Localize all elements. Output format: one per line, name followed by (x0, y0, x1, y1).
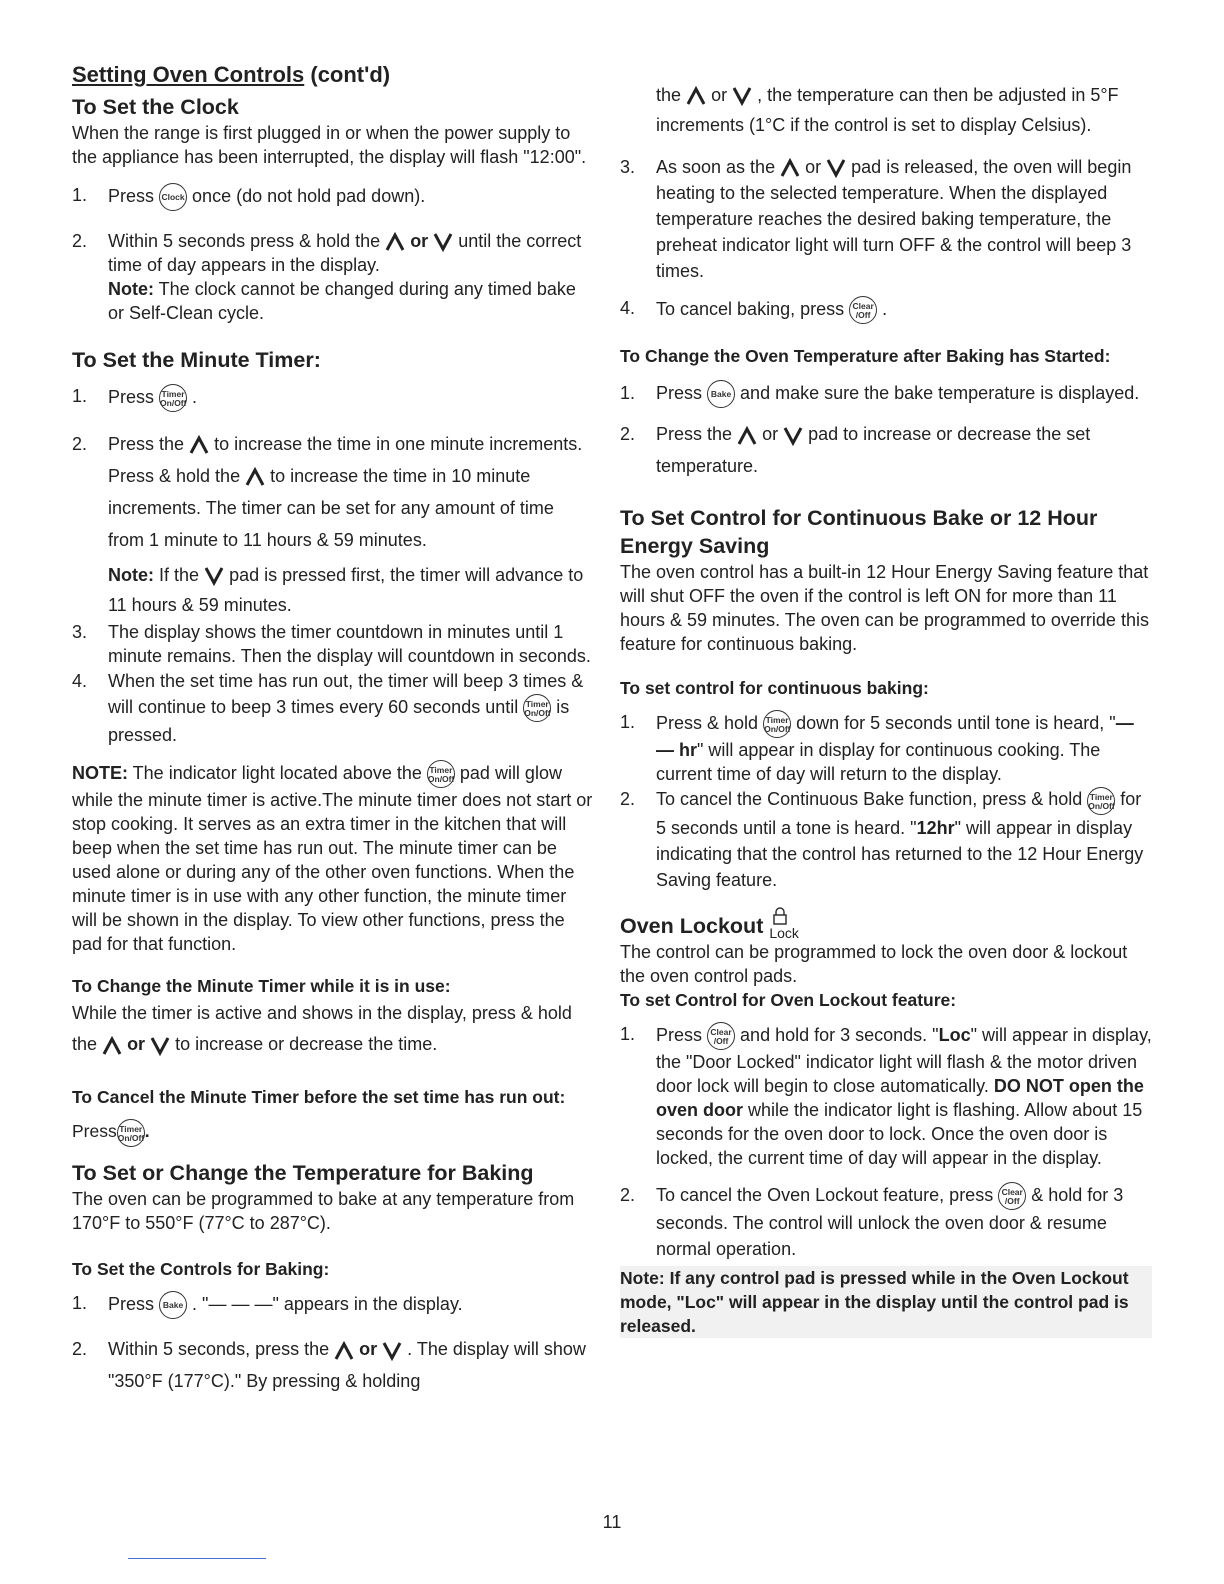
change-temp-step-2: 2. Press the or pad to increase or decrease the set temperature. (620, 424, 1091, 477)
clock-pad-icon: Clock (159, 183, 187, 211)
up-arrow-icon (102, 1036, 122, 1056)
clear-off-pad-icon: Clear /Off (998, 1182, 1026, 1210)
continuous-intro: The oven control has a built-in 12 Hour Energy Saving feature that will shut OFF the oven if the control is left ON for more than 11 hours & 59 minutes. The oven can be programmed to override this feature for continuous baking. (620, 562, 1149, 655)
lockout-step-1: 1. Press Clear /Off and hold for 3 seconds. "Loc" will appear in display, the "Door Locked" indicator light will flash & the motor driven door lock will begin to close automatically. DO NOT open the oven door while the indicator light is flashing. Allow about 15 seconds for the oven door to lock. Once the oven door is locked, the current time of day will appear in the display. (620, 1023, 1152, 1168)
bottom-rule (128, 1558, 266, 1559)
down-arrow-icon (150, 1036, 170, 1056)
clock-title: To Set the Clock (72, 95, 239, 119)
down-arrow-icon (433, 232, 453, 252)
change-timer-text: While the timer is active and shows in the display, press & hold the or to increase or decrease the time. (72, 1003, 572, 1055)
bake-step-1: 1. Press Bake . "— — —" appears in the display. (72, 1291, 594, 1319)
timer-pad-icon: Timer On/Off (117, 1119, 145, 1147)
change-temp-title: To Change the Oven Temperature after Baking has Started: (620, 346, 1111, 366)
change-temp-step-1: 1. Press Bake and make sure the bake temperature is displayed. (620, 378, 1152, 408)
timer-step-3: 3. The display shows the timer countdown in minutes until 1 minute remains. Then the display will countdown in seconds. (72, 622, 591, 666)
lockout-step-2: 2. To cancel the Oven Lockout feature, press Clear /Off & hold for 3 seconds. The control will unlock the oven door & resume normal operation. (620, 1182, 1152, 1262)
temp-title: To Set or Change the Temperature for Baking (72, 1161, 534, 1186)
lock-icon: Lock (769, 907, 791, 940)
up-arrow-icon (737, 426, 757, 446)
bake-step-2-cont: the or , the temperature can then be adjusted in 5°F increments (1°C if the control is set to display Celsius). (656, 85, 1119, 135)
timer-pad-icon: Timer On/Off (763, 710, 791, 738)
bake-step-2: 2. Within 5 seconds, press the or . The display will show "350°F (177°C)." By pressing & holding (72, 1339, 586, 1392)
continuous-title: To Set Control for Continuous Bake or 12 Hour Energy Saving (620, 506, 1098, 559)
up-arrow-icon (245, 467, 265, 487)
lockout-note: Note: If any control pad is pressed while in the Oven Lockout mode, "Loc" will appear in the display until the control pad is released. (620, 1266, 1152, 1338)
continuous-step-2: 2. To cancel the Continuous Bake function, press & hold Timer On/Off for 5 seconds until a tone is heard. "12hr" will appear in display indicating that the control has returned to the 12 Hour Energy Saving feature. (620, 786, 1152, 892)
clock-step-1: 1. Press Clock once (do not hold pad down). (72, 183, 594, 211)
bake-step-4: 4. To cancel baking, press Clear /Off . (620, 296, 1152, 324)
left-column (72, 62, 594, 1397)
up-arrow-icon (334, 1341, 354, 1361)
timer-pad-icon: Timer On/Off (427, 760, 455, 788)
bake-step-3: 3. As soon as the or pad is released, the oven will begin heating to the selected temperature. When the displayed temperature reaches the desired baking temperature, the preheat indicator light will turn OFF & the control will beep 3 times. (620, 157, 1132, 281)
up-arrow-icon (780, 158, 800, 178)
timer-pad-icon: Timer On/Off (523, 694, 551, 722)
change-timer-title: To Change the Minute Timer while it is in use: (72, 976, 451, 997)
lockout-intro: The control can be programmed to lock the oven door & lockout the oven control pads. (620, 941, 1128, 986)
timer-pad-icon: Timer On/Off (1087, 787, 1115, 815)
down-arrow-icon (204, 566, 224, 586)
temp-sub-title: To Set the Controls for Baking: (72, 1259, 330, 1280)
up-arrow-icon (686, 86, 706, 106)
clock-step-2: 2. Within 5 seconds press & hold the or until the correct time of day appears in the display. Note: The clock cannot be changed during any timed bake or Self-Clean cycle. (72, 231, 582, 323)
padlock-icon (773, 907, 787, 925)
clear-off-pad-icon: Clear /Off (849, 296, 877, 324)
down-arrow-icon (382, 1341, 402, 1361)
lockout-title: Oven Lockout Lock (620, 907, 1152, 940)
clear-off-pad-icon: Clear /Off (707, 1022, 735, 1050)
down-arrow-icon (732, 86, 752, 106)
lockout-sub-title: To set Control for Oven Lockout feature: (620, 989, 957, 1010)
temp-intro: The oven can be programmed to bake at any temperature from 170°F to 550°F (77°C to 287°C). (72, 1189, 575, 1234)
timer-step-2: 2. Press the to increase the time in one minute increments. Press & hold the to increase the time in 10 minute increments. The timer can be set for any amount of time from 1 minute to 11 hours & 59 minutes. (72, 434, 583, 550)
timer-note: Note: If the pad is pressed first, the timer will advance to 11 hours & 59 minutes. (108, 565, 584, 615)
timer-note-2: NOTE: The indicator light located above the Timer On/Off pad will glow while the minute timer is active.The minute timer does not start or stop cooking. It serves as an extra timer in the kitchen that will beep when the set time has run out. The minute timer can be used alone or during any of the other oven functions. When the minute timer is in use with any other function, the minute timer will be shown in the display. To view other functions, press the pad for that function. (72, 760, 594, 956)
bake-pad-icon: Bake (707, 380, 735, 408)
down-arrow-icon (826, 158, 846, 178)
bake-pad-icon: Bake (159, 1291, 187, 1319)
cancel-timer-title: To Cancel the Minute Timer before the set time has run out: Press Timer On/Off. (72, 1080, 594, 1148)
up-arrow-icon (385, 232, 405, 252)
page-heading: Setting Oven Controls (cont'd) (72, 62, 391, 87)
timer-title: To Set the Minute Timer: (72, 348, 321, 372)
up-arrow-icon (189, 435, 209, 455)
page-number: 11 (602, 1512, 622, 1532)
clock-intro: When the range is first plugged in or when the power supply to the appliance has been interrupted, the display will flash "12:00". (72, 123, 587, 167)
timer-pad-icon: Timer On/Off (159, 384, 187, 412)
timer-step-4: 4. When the set time has run out, the timer will beep 3 times & will continue to beep 3 times every 60 seconds until Timer On/Off is pressed. (72, 671, 584, 746)
continuous-step-1: 1. Press & hold Timer On/Off down for 5 seconds until tone is heard, "— — hr" will appear in display for continuous cooking. The current time of day will return to the display. (620, 712, 1134, 785)
right-column (620, 80, 1152, 1338)
down-arrow-icon (783, 426, 803, 446)
timer-step-1: 1. Press Timer On/Off . (72, 384, 594, 412)
continuous-sub-title: To set control for continuous baking: (620, 678, 929, 699)
